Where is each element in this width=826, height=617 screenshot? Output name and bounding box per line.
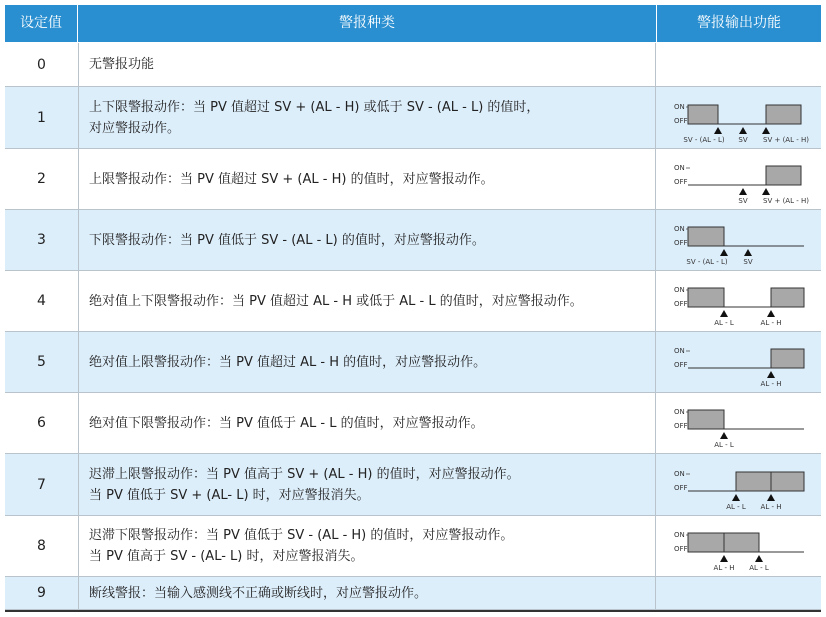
marker-label: SV + (AL - H)	[763, 136, 809, 144]
alarm-type-cell	[78, 210, 656, 270]
on-label: ON	[674, 470, 685, 478]
marker-triangle	[767, 371, 775, 378]
output-diagram	[656, 271, 821, 331]
marker-triangle	[744, 249, 752, 256]
table-row	[5, 393, 821, 454]
marker-triangle	[720, 432, 728, 439]
alarm-output-cell	[656, 149, 821, 209]
alarm-output-cell	[656, 454, 821, 515]
marker-triangle	[739, 127, 747, 134]
table-row	[5, 271, 821, 332]
alarm-output-cell	[656, 332, 821, 392]
alarm-description-line: 无警报功能	[89, 57, 155, 72]
off-label: OFF	[674, 178, 688, 186]
marker-label: AL - L	[726, 503, 746, 511]
on-label: ON	[674, 225, 685, 233]
marker-triangle	[767, 494, 775, 501]
on-bar	[766, 105, 801, 124]
setting-value-cell: 4	[37, 293, 46, 309]
diagram-group	[674, 531, 804, 572]
alarm-type-cell	[78, 43, 656, 86]
setting-value-cell: 2	[37, 171, 46, 187]
alarm-description-line: 下限警报动作：当 PV 值低于 SV - (AL - L) 的值时，对应警报动作。	[89, 232, 485, 248]
diagram-group	[674, 408, 804, 449]
marker-label: SV - (AL - L)	[686, 258, 728, 266]
on-bar	[688, 288, 724, 307]
marker-triangle	[720, 249, 728, 256]
setting-value-cell: 0	[37, 56, 46, 73]
alarm-type-cell	[78, 393, 656, 453]
alarm-type-cell	[78, 271, 656, 331]
output-diagram	[656, 87, 821, 148]
alarm-description-line: 上下限警报动作：当 PV 值超过 SV + (AL - H) 或低于 SV - (AL - L) 的值时，	[89, 99, 540, 115]
marker-label: SV	[743, 258, 753, 266]
marker-triangle	[732, 494, 740, 501]
table-row	[5, 454, 821, 516]
table-bottom-rule	[5, 610, 821, 612]
alarm-output-cell	[656, 210, 821, 270]
off-label: OFF	[674, 422, 688, 430]
diagram-group	[674, 286, 804, 327]
marker-triangle	[720, 310, 728, 317]
marker-label: SV + (AL - H)	[763, 197, 809, 205]
diagram-group	[674, 225, 804, 266]
on-bar	[736, 472, 804, 491]
marker-label: AL - H	[760, 380, 782, 388]
alarm-output-cell	[656, 577, 821, 609]
marker-triangle	[714, 127, 722, 134]
alarm-description-line: 绝对值上限警报动作：当 PV 值超过 AL - H 的值时，对应警报动作。	[89, 354, 487, 370]
diagram-group	[674, 103, 809, 144]
diagram-group	[674, 347, 804, 388]
diagram-group	[674, 470, 804, 511]
setting-value-cell: 5	[37, 354, 46, 370]
marker-triangle	[762, 127, 770, 134]
on-label: ON	[674, 103, 685, 111]
alarm-output-cell	[656, 516, 821, 576]
alarm-description-line: 当 PV 值低于 SV + (AL- L) 时，对应警报消失。	[89, 487, 370, 503]
setting-value-cell: 1	[37, 109, 46, 126]
on-bar	[771, 288, 804, 307]
header-alarm-type: 警报种类	[78, 5, 656, 42]
off-label: OFF	[674, 239, 688, 247]
setting-value-cell: 7	[37, 476, 46, 493]
alarm-description-line: 对应警报动作。	[89, 120, 181, 136]
setting-value-cell: 9	[37, 585, 46, 601]
diagram-group	[674, 164, 809, 205]
marker-triangle	[720, 555, 728, 562]
table-row	[5, 577, 821, 610]
table-row	[5, 149, 821, 210]
output-diagram	[656, 393, 821, 453]
on-bar	[688, 105, 718, 124]
alarm-output-cell	[656, 43, 821, 86]
on-label: ON	[674, 347, 685, 355]
table-row	[5, 210, 821, 271]
marker-label: AL - H	[713, 564, 735, 572]
marker-label: AL - H	[760, 503, 782, 511]
alarm-type-cell	[78, 149, 656, 209]
marker-label: SV	[738, 197, 748, 205]
alarm-description-line: 绝对值上下限警报动作：当 PV 值超过 AL - H 或低于 AL - L 的值时，对应警报动作。	[89, 293, 583, 309]
output-diagram	[656, 149, 821, 209]
marker-label: AL - H	[760, 319, 782, 327]
on-bar	[688, 227, 724, 246]
header-alarm-output: 警报输出功能	[657, 5, 821, 42]
alarm-type-cell	[78, 577, 656, 609]
marker-triangle	[767, 310, 775, 317]
alarm-description-line: 迟滞下限警报动作：当 PV 值低于 SV - (AL - H) 的值时，对应警报动作。	[89, 528, 514, 543]
marker-triangle	[762, 188, 770, 195]
on-label: ON	[674, 531, 685, 539]
marker-label: SV - (AL - L)	[683, 136, 725, 144]
off-label: OFF	[674, 361, 688, 369]
alarm-type-cell	[78, 454, 656, 515]
output-diagram	[656, 454, 821, 515]
setting-value-cell: 8	[37, 538, 46, 554]
setting-value-cell: 3	[37, 232, 46, 248]
marker-label: AL - L	[714, 441, 734, 449]
marker-label: AL - L	[714, 319, 734, 327]
alarm-output-cell	[656, 87, 821, 148]
table-row	[5, 332, 821, 393]
setting-value-cell: 6	[37, 415, 46, 431]
on-bar	[688, 410, 724, 429]
on-label: ON	[674, 408, 685, 416]
output-diagram	[656, 516, 821, 576]
alarm-output-cell	[656, 393, 821, 453]
output-diagram	[656, 210, 821, 270]
on-label: ON	[674, 286, 685, 294]
marker-label: SV	[738, 136, 748, 144]
alarm-type-cell	[78, 516, 656, 576]
alarm-description-line: 上限警报动作：当 PV 值超过 SV + (AL - H) 的值时，对应警报动作。	[89, 171, 494, 187]
off-label: OFF	[674, 117, 688, 125]
alarm-type-cell	[78, 332, 656, 392]
alarm-description-line: 绝对值下限警报动作：当 PV 值低于 AL - L 的值时，对应警报动作。	[89, 415, 484, 431]
alarm-output-cell	[656, 271, 821, 331]
marker-triangle	[739, 188, 747, 195]
off-label: OFF	[674, 300, 688, 308]
alarm-type-cell	[78, 87, 656, 148]
table-row	[5, 43, 821, 87]
on-label: ON	[674, 164, 685, 172]
alarm-description-line: 当 PV 值高于 SV - (AL- L) 时，对应警报消失。	[89, 549, 364, 564]
marker-label: AL - L	[749, 564, 769, 572]
on-bar	[771, 349, 804, 368]
marker-triangle	[755, 555, 763, 562]
output-diagram	[656, 332, 821, 392]
header-setting-value: 设定值	[5, 5, 77, 42]
alarm-description-line: 迟滞上限警报动作：当 PV 值高于 SV + (AL - H) 的值时，对应警报动作。	[89, 466, 520, 482]
alarm-description-line: 断线警报：当输入感测线不正确或断线时，对应警报动作。	[89, 585, 428, 601]
off-label: OFF	[674, 545, 688, 553]
table-row	[5, 87, 821, 149]
off-label: OFF	[674, 484, 688, 492]
table-row	[5, 516, 821, 577]
on-bar	[766, 166, 801, 185]
